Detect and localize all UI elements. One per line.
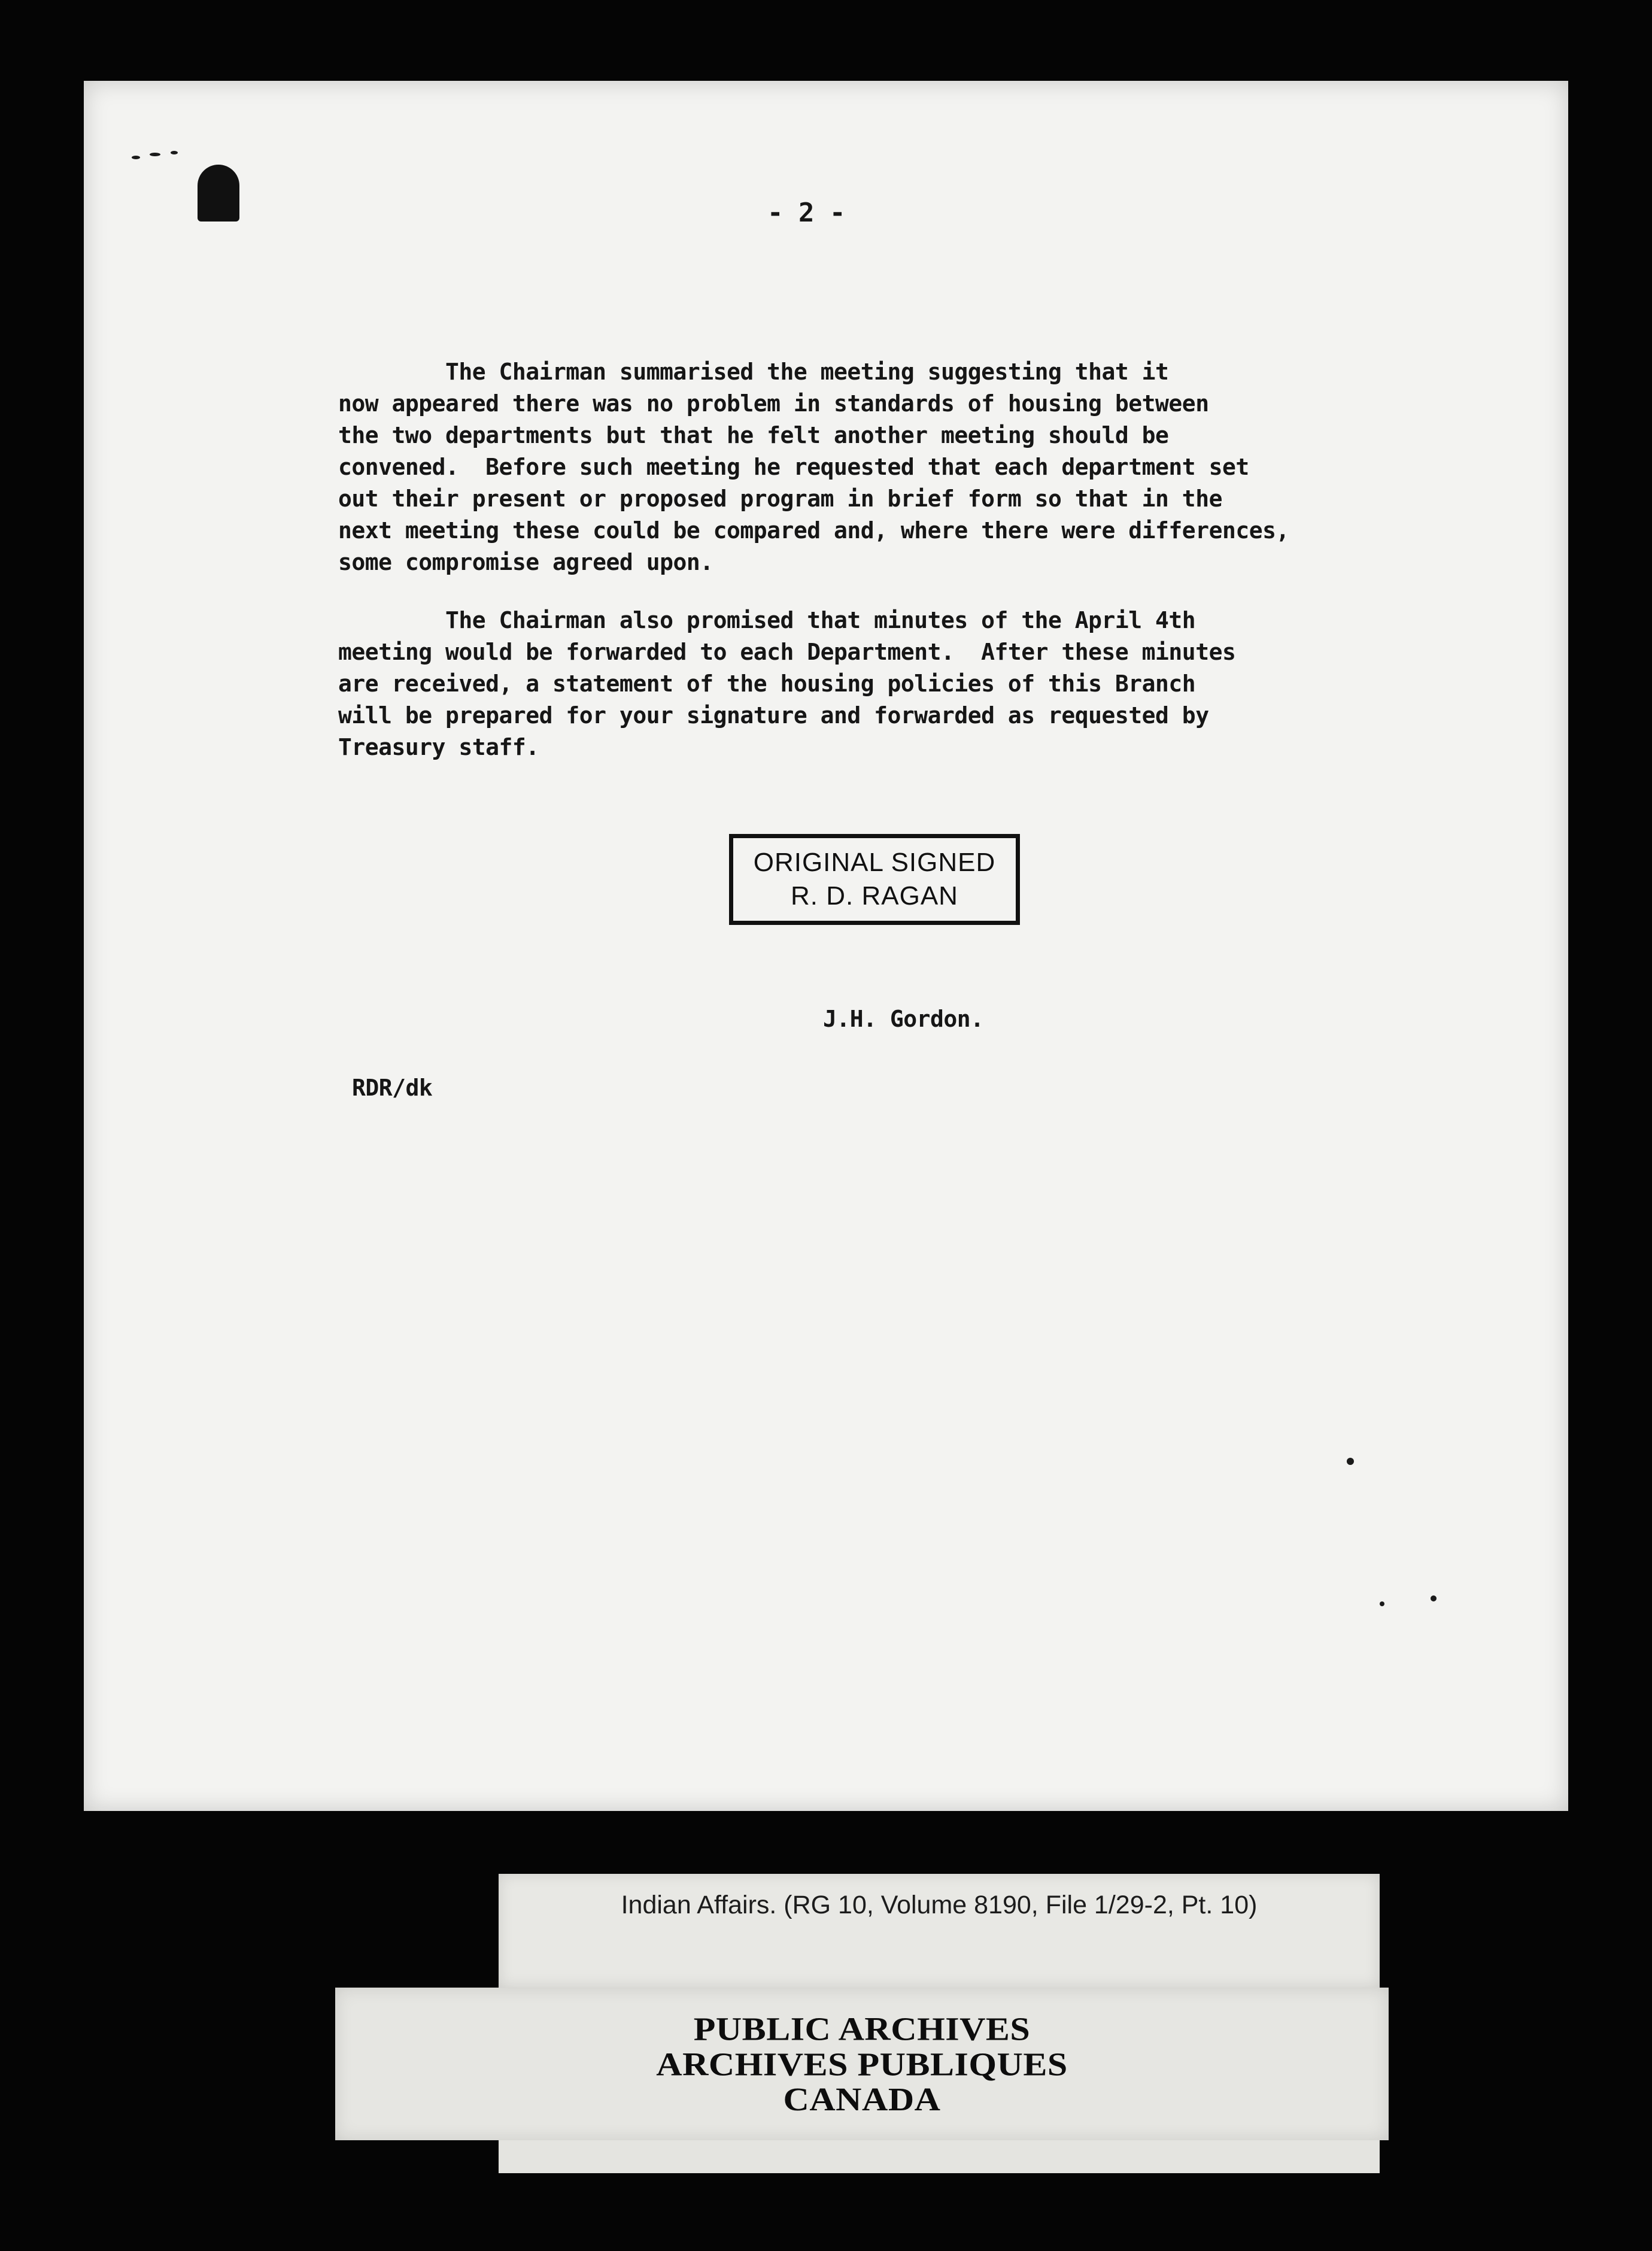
paragraph-line: The Chairman summarised the meeting suggesting that it xyxy=(338,359,1169,385)
reference-initials: RDR/dk xyxy=(352,1075,433,1101)
page-number: - 2 - xyxy=(767,198,845,228)
archive-name-block xyxy=(335,1994,1389,2134)
signer-name: J.H. Gordon. xyxy=(823,1006,984,1032)
label-strip xyxy=(499,2140,1380,2173)
punch-hole-mark xyxy=(198,165,239,222)
archive-name-line: PUBLIC ARCHIVES xyxy=(693,2010,1031,2047)
film-speck xyxy=(150,153,160,156)
stamp-line: R. D. RAGAN xyxy=(791,881,958,911)
paragraph-line: out their present or proposed program in brief form so that in the xyxy=(338,486,1222,512)
document-page xyxy=(84,81,1568,1811)
paragraph-line: now appeared there was no problem in standards of housing between xyxy=(338,390,1209,417)
film-speck xyxy=(132,156,140,159)
paragraph-line: some compromise agreed upon. xyxy=(338,549,713,575)
paragraph-line: the two departments but that he felt another meeting should be xyxy=(338,422,1169,448)
original-signed-stamp xyxy=(729,834,1020,925)
film-speck xyxy=(1347,1458,1354,1465)
paragraph-line: meeting would be forwarded to each Department. After these minutes xyxy=(338,639,1236,665)
archive-reference: Indian Affairs. (RG 10, Volume 8190, File 1/29-2, Pt. 10) xyxy=(621,1891,1258,1919)
film-speck xyxy=(1431,1595,1437,1601)
archive-name-line: CANADA xyxy=(783,2081,941,2117)
paragraph-line: convened. Before such meeting he requested that each department set xyxy=(338,454,1249,480)
paragraph-line: next meeting these could be compared and, where there were differences, xyxy=(338,517,1289,544)
paragraph-line: Treasury staff. xyxy=(338,734,539,760)
stamp-line: ORIGINAL SIGNED xyxy=(753,848,996,877)
paragraph-summary xyxy=(338,356,1289,578)
archive-name-line: ARCHIVES PUBLIQUES xyxy=(656,2046,1068,2082)
archive-reference-label xyxy=(499,1874,1380,1988)
paragraph-minutes xyxy=(338,605,1235,763)
film-speck xyxy=(1380,1601,1384,1606)
paragraph-line: are received, a statement of the housing policies of this Branch xyxy=(338,671,1196,697)
paragraph-line: The Chairman also promised that minutes of the April 4th xyxy=(338,607,1196,633)
film-speck xyxy=(171,151,178,154)
paragraph-line: will be prepared for your signature and forwarded as requested by xyxy=(338,702,1209,729)
